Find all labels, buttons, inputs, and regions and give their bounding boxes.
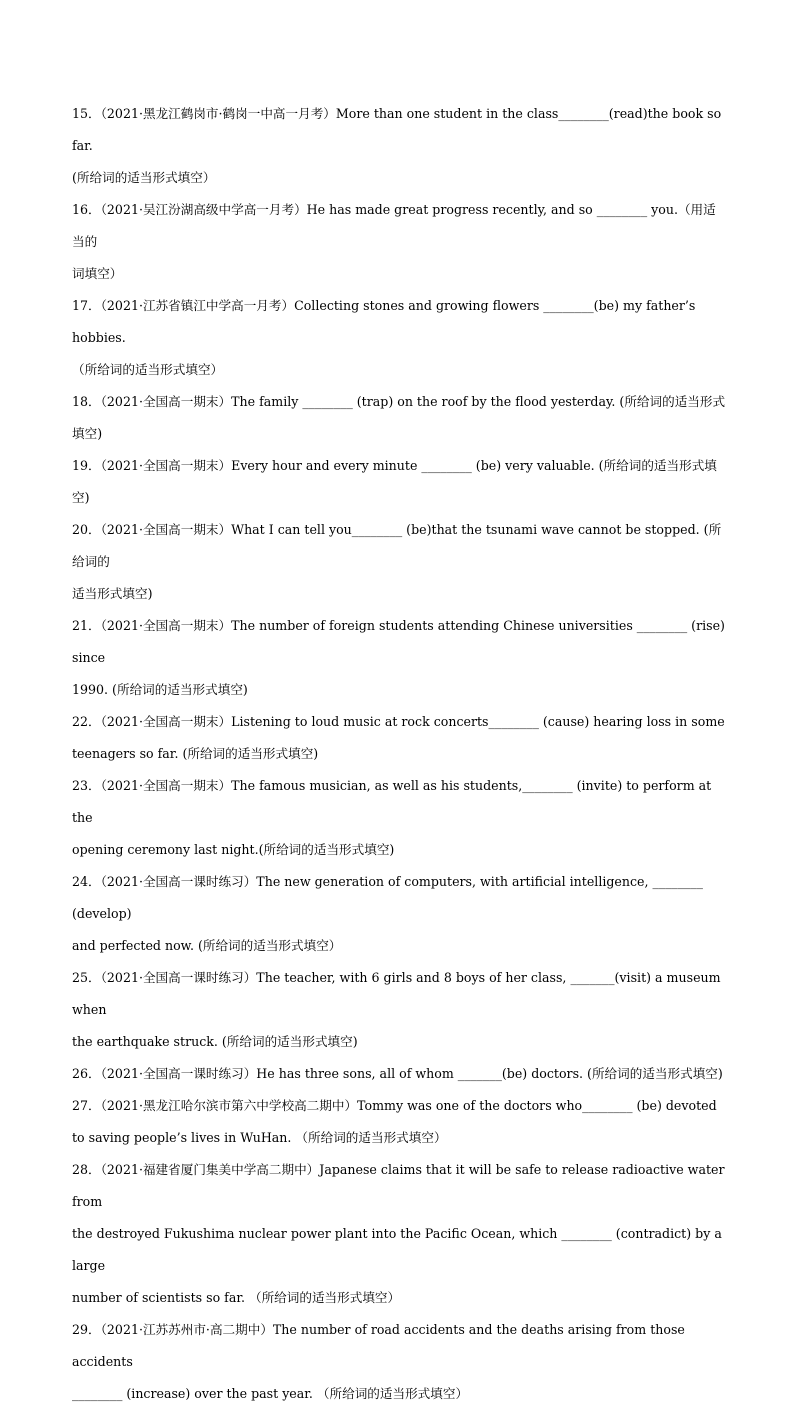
question-line: 24．（2021·全国高一课时练习）The new generation of computers, with artificial intelligence, ________ (develop) xyxy=(72,874,703,921)
question-line: teenagers so far. (所给词的适当形式填空) xyxy=(72,746,319,761)
question-15 xyxy=(72,98,726,194)
question-line: 26．（2021·全国高一课时练习）He has three sons, all of whom _______(be) doctors. (所给词的适当形式填空) xyxy=(72,1066,723,1081)
question-24 xyxy=(72,866,726,962)
question-29 xyxy=(72,1314,726,1410)
question-line: 填空) xyxy=(72,426,103,441)
question-line: 25．（2021·全国高一课时练习）The teacher, with 6 girls and 8 boys of her class, _______(visit) a museum when xyxy=(72,970,721,1017)
question-25 xyxy=(72,962,726,1058)
question-line: 词填空） xyxy=(72,266,123,281)
question-line: 22．（2021·全国高一期末）Listening to loud music at rock concerts________ (cause) hearing loss in some xyxy=(72,714,725,729)
question-line: and perfected now. (所给词的适当形式填空） xyxy=(72,938,342,953)
question-line: 28．（2021·福建省厦门集美中学高二期中）Japanese claims that it will be safe to release radioactive water from xyxy=(72,1162,725,1209)
question-line: the earthquake struck. (所给词的适当形式填空) xyxy=(72,1034,358,1049)
question-21 xyxy=(72,610,726,706)
question-line: opening ceremony last night.(所给词的适当形式填空) xyxy=(72,842,395,857)
question-line: 27．（2021·黑龙江哈尔滨市第六中学校高二期中）Tommy was one of the doctors who________ (be) devoted xyxy=(72,1098,717,1113)
question-28 xyxy=(72,1154,726,1314)
question-22 xyxy=(72,706,726,770)
question-19 xyxy=(72,450,726,514)
question-line: 15．（2021·黑龙江鹤岗市·鹤岗一中高一月考）More than one student in the class________(read)the book so far. xyxy=(72,106,722,153)
question-line: 19．（2021·全国高一期末）Every hour and every minute ________ (be) very valuable. (所给词的适当形式填空) xyxy=(72,458,717,505)
question-line: 17．（2021·江苏省镇江中学高一月考）Collecting stones and growing flowers ________(be) my father’s hobbies. xyxy=(72,298,696,345)
question-16 xyxy=(72,194,726,290)
question-line: to saving people’s lives in WuHan. （所给词的适当形式填空） xyxy=(72,1130,447,1145)
question-line: 23．（2021·全国高一期末）The famous musician, as well as his students,________ (invite) to perform at the xyxy=(72,778,712,825)
question-line: ________ (increase) over the past year. （所给词的适当形式填空） xyxy=(72,1386,469,1401)
exercise-page xyxy=(72,98,726,1410)
question-line: 18．（2021·全国高一期末）The family ________ (trap) on the roof by the flood yesterday. (所给词的适当形式 xyxy=(72,394,726,409)
question-23 xyxy=(72,770,726,866)
question-line: number of scientists so far. （所给词的适当形式填空） xyxy=(72,1290,401,1305)
question-20 xyxy=(72,514,726,610)
question-27 xyxy=(72,1090,726,1154)
question-line: 1990. (所给词的适当形式填空) xyxy=(72,682,248,697)
question-17 xyxy=(72,290,726,386)
question-line: the destroyed Fukushima nuclear power plant into the Pacific Ocean, which ________ (contradict) by a large xyxy=(72,1226,722,1273)
question-line: 29．（2021·江苏苏州市·高二期中）The number of road accidents and the deaths arising from those accidents xyxy=(72,1322,685,1369)
question-18 xyxy=(72,386,726,450)
question-line: 21．（2021·全国高一期末）The number of foreign students attending Chinese universities ________ (rise) since xyxy=(72,618,725,665)
question-line: 20．（2021·全国高一期末）What I can tell you________ (be)that the tsunami wave cannot be stopped. (所给词的 xyxy=(72,522,722,569)
question-line: (所给词的适当形式填空） xyxy=(72,170,216,185)
question-26 xyxy=(72,1058,726,1090)
question-line: （所给词的适当形式填空） xyxy=(72,362,224,377)
question-line: 16．（2021·吴江汾湖高级中学高一月考）He has made great progress recently, and so ________ you.（用适当的 xyxy=(72,202,716,249)
question-line: 适当形式填空) xyxy=(72,586,153,601)
